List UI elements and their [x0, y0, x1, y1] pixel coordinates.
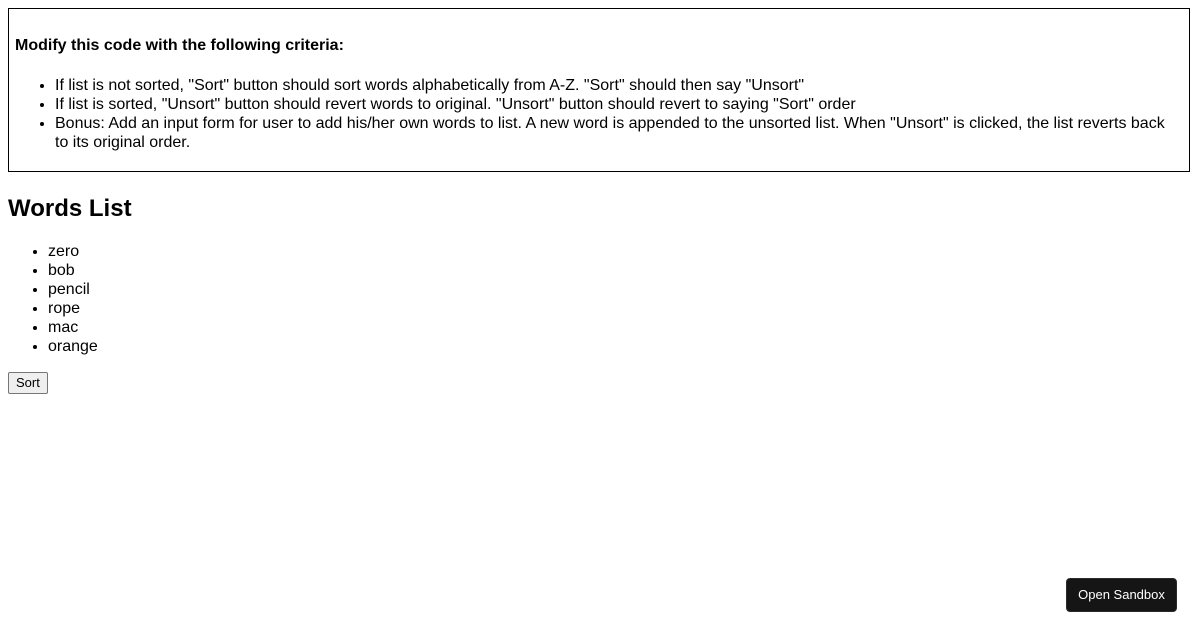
words-list-title: Words List	[8, 195, 132, 222]
criteria-title: Modify this code with the following criteria:	[15, 37, 344, 54]
criteria-box	[8, 8, 1190, 172]
word-list-item: • mac	[48, 318, 98, 337]
word-list-item: • orange	[48, 337, 98, 356]
word-list-item: • zero	[48, 242, 98, 261]
criteria-item: • Bonus: Add an input form for user to add his/her own words to list. A new word is appended to the unsorted list. When "Unsort" is clicked, the list reverts back to its original order.	[55, 114, 1181, 152]
sort-button[interactable]: Sort	[8, 372, 48, 394]
word-list	[8, 242, 98, 356]
word-list-item: • bob	[48, 261, 98, 280]
criteria-item: • If list is sorted, "Unsort" button should revert words to original. "Unsort" button should revert to saying "Sort" order	[55, 95, 1181, 114]
criteria-item: • If list is not sorted, "Sort" button should sort words alphabetically from A-Z. "Sort" should then say "Unsort"	[55, 76, 1181, 95]
open-sandbox-button[interactable]: Open Sandbox	[1066, 578, 1177, 612]
word-list-item: • pencil	[48, 280, 98, 299]
word-list-item: • rope	[48, 299, 98, 318]
criteria-list	[15, 76, 1181, 152]
